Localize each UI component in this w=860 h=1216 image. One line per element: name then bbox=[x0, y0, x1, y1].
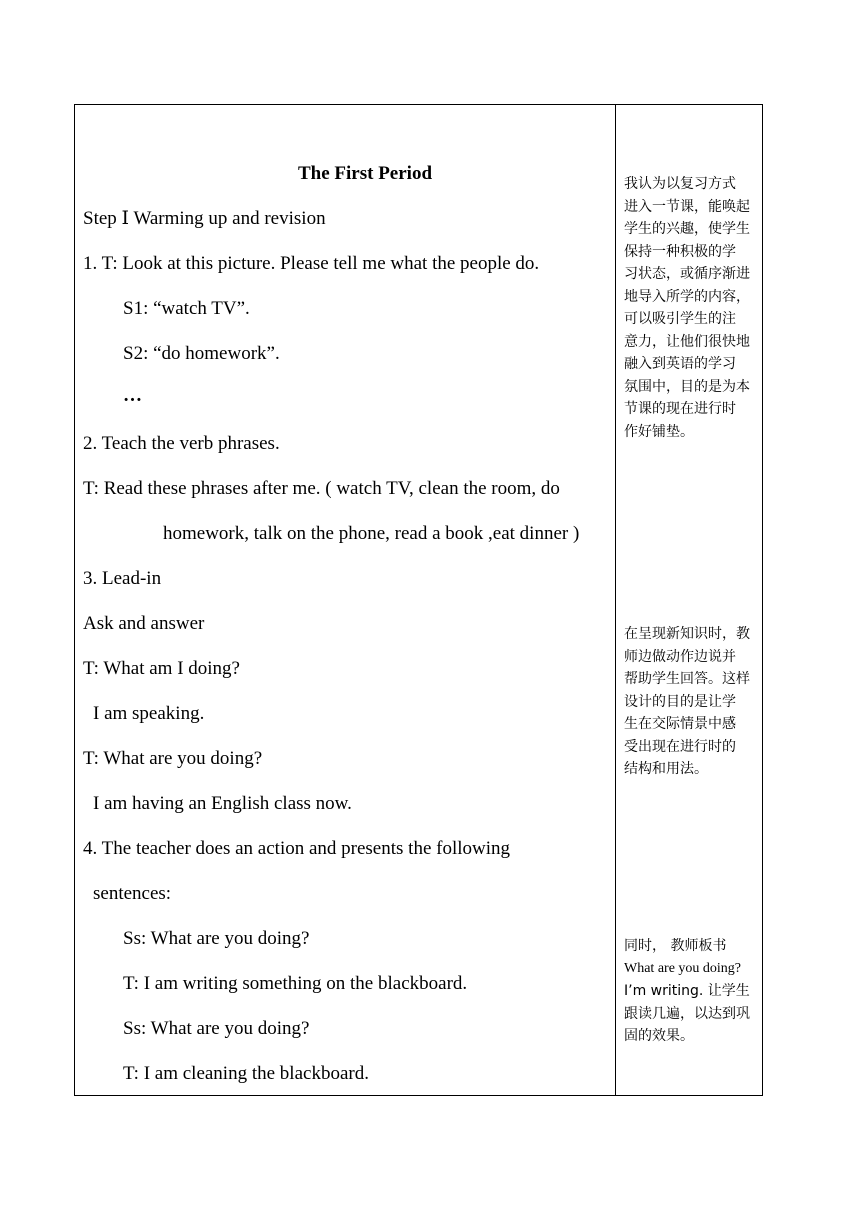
note-line: 可以吸引学生的注 bbox=[624, 311, 736, 327]
lesson-line: 3. Lead-in bbox=[83, 568, 162, 589]
note-line: 作好铺垫。 bbox=[624, 423, 694, 440]
note-line: 氛围中，目的是为本 bbox=[624, 378, 750, 395]
note-line: What are you doing? bbox=[624, 960, 742, 976]
lesson-line: T: What are you doing? bbox=[83, 748, 263, 769]
lesson-line: I am speaking. bbox=[93, 703, 205, 724]
lesson-line: 4. The teacher does an action and presents the following bbox=[83, 838, 511, 859]
note-line: I’m writing. 让学生 bbox=[624, 983, 750, 999]
note-line: 地导入所学的内容， bbox=[624, 288, 750, 305]
lesson-line: Ss: What are you doing? bbox=[123, 1018, 310, 1039]
note-blackboard bbox=[624, 935, 758, 1048]
lesson-line: I am having an English class now. bbox=[93, 793, 352, 814]
note-line: 生在交际情景中感 bbox=[624, 716, 736, 732]
note-line: 在呈现新知识时，教 bbox=[624, 626, 750, 642]
lesson-line: sentences: bbox=[93, 883, 172, 904]
note-line: 受出现在进行时的 bbox=[624, 738, 736, 755]
step-heading: Step Ⅰ Warming up and revision bbox=[83, 208, 326, 229]
lesson-plan-table bbox=[74, 104, 763, 1096]
ellipsis: … bbox=[123, 385, 142, 406]
note-line: 节课的现在进行时 bbox=[624, 401, 736, 417]
note-line: 结构和用法。 bbox=[624, 761, 708, 777]
note-lead-in bbox=[624, 623, 758, 781]
note-line: 帮助学生回答。这样 bbox=[624, 671, 750, 687]
lesson-line: 1. T: Look at this picture. Please tell me what the people do. bbox=[83, 253, 540, 274]
lesson-line: S2: “do homework”. bbox=[123, 343, 280, 364]
lesson-line: Ss: What are you doing? bbox=[123, 928, 310, 949]
note-line: 固的效果。 bbox=[624, 1028, 694, 1044]
note-warmup bbox=[624, 173, 758, 443]
note-line: 保持一种积极的学 bbox=[624, 243, 736, 260]
note-line: 我认为以复习方式 bbox=[624, 176, 736, 192]
note-line: 进入一节课，能唤起 bbox=[624, 198, 750, 215]
teacher-notes-column bbox=[616, 105, 762, 1095]
note-line: 同时， 教师板书 bbox=[624, 938, 727, 954]
lesson-line: T: Read these phrases after me. ( watch TV, clean the room, do bbox=[83, 478, 560, 499]
note-line: 学生的兴趣，使学生 bbox=[624, 221, 750, 237]
lesson-title: The First Period bbox=[297, 163, 433, 184]
note-line: 融入到英语的学习 bbox=[624, 356, 736, 372]
lesson-content-column bbox=[75, 105, 615, 1095]
lesson-line: Ask and answer bbox=[83, 613, 205, 634]
note-line: 师边做动作边说并 bbox=[624, 648, 736, 665]
lesson-line: 2. Teach the verb phrases. bbox=[83, 433, 280, 454]
lesson-line: S1: “watch TV”. bbox=[123, 298, 250, 319]
lesson-line: homework, talk on the phone, read a book ,eat dinner ) bbox=[163, 523, 580, 544]
note-line: 意力，让他们很快地 bbox=[624, 333, 750, 350]
note-line: 习状态，或循序渐进 bbox=[624, 266, 750, 282]
note-line: 跟读几遍，以达到巩 bbox=[624, 1005, 750, 1022]
note-line: 设计的目的是让学 bbox=[624, 693, 736, 710]
lesson-line: T: I am cleaning the blackboard. bbox=[123, 1063, 369, 1084]
lesson-line: T: I am writing something on the blackboard. bbox=[123, 973, 468, 994]
lesson-line: T: What am I doing? bbox=[83, 658, 240, 679]
